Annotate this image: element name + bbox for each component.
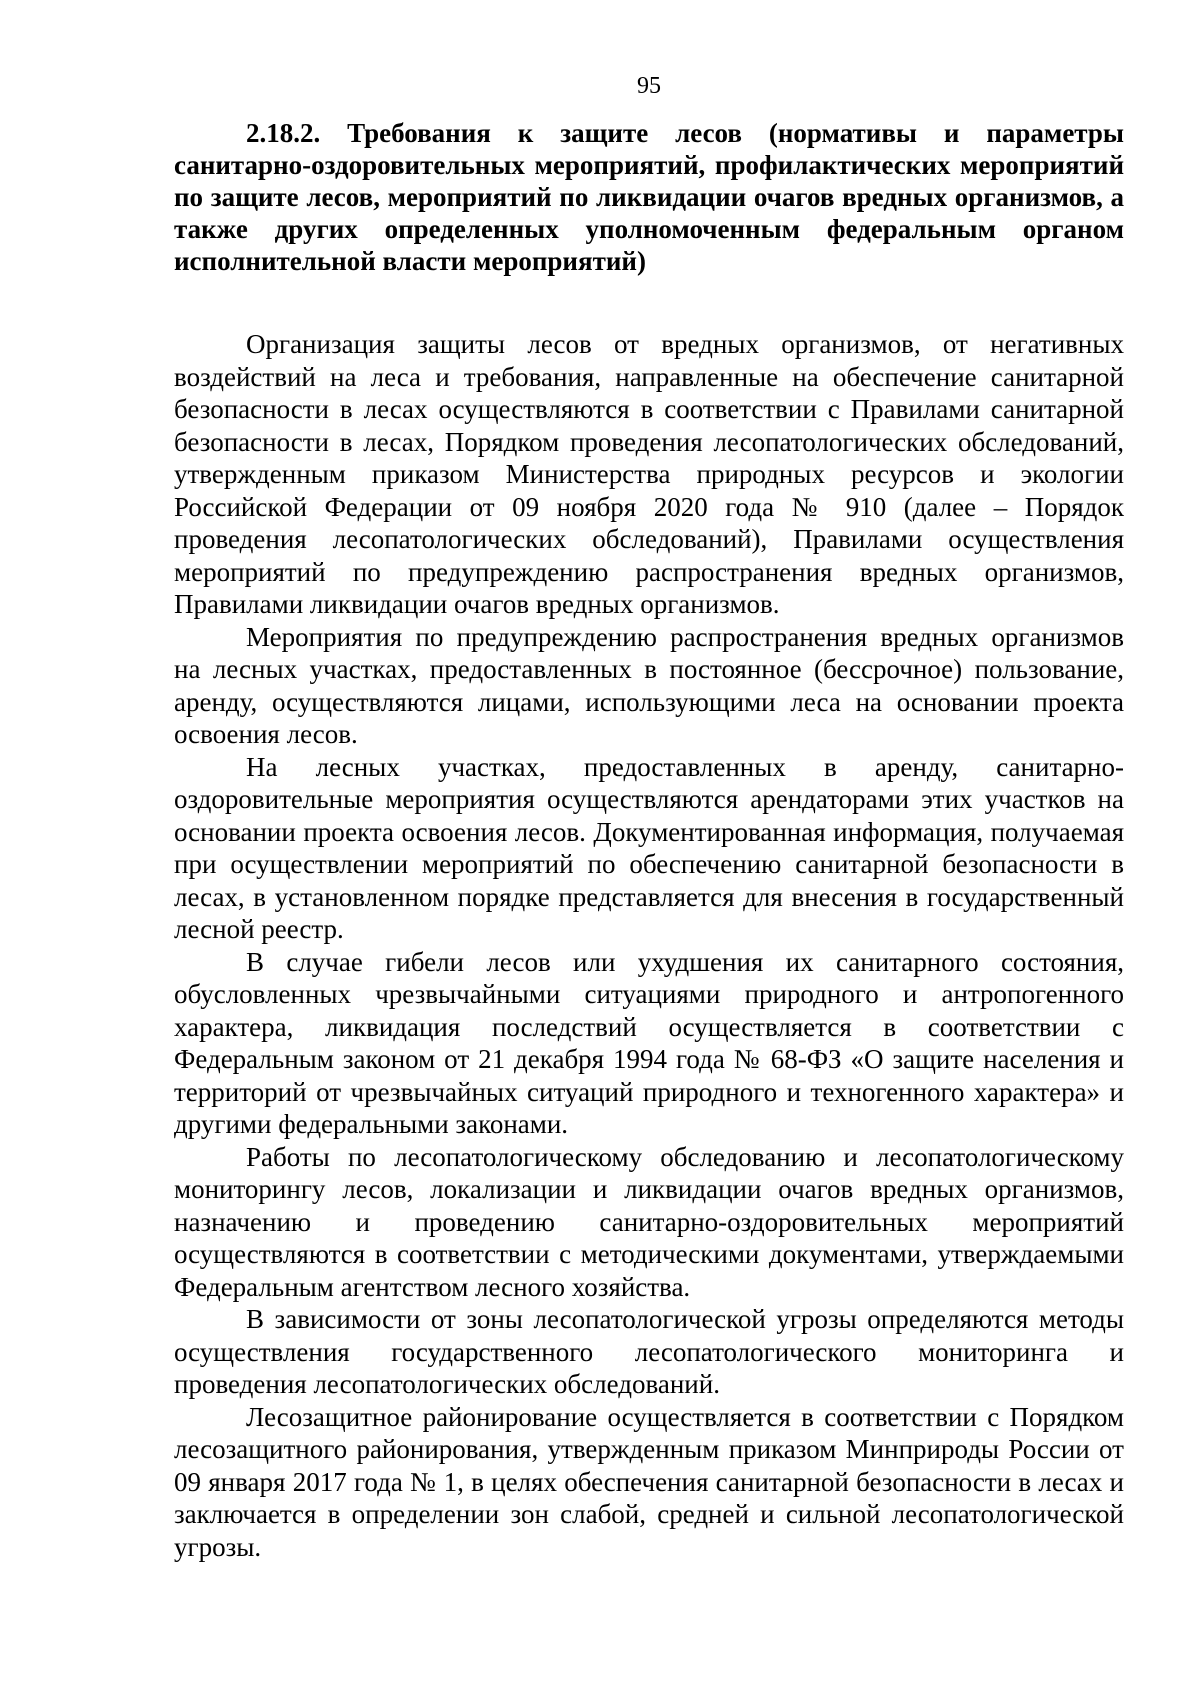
body-paragraph: Организация защиты лесов от вредных организмов, от негативных воздействий на леса и требования, направленные на обеспечение санитарной безопасности в лесах осуществляются в соответствии с Правилами санитарной безопасности в лесах, Порядком проведения лесопатологических обследований, утвержденным приказом Министерства природных ресурсов и экологии Российской Федерации от 09 ноября 2020 года № 910 (далее – Порядок проведения лесопатологических обследований), Правилами осуществления мероприятий по предупреждению распространения вредных организмов, Правилами ликвидации очагов вредных организмов. bbox=[174, 329, 1124, 619]
section-heading: 2.18.2. Требования к защите лесов (нормативы и параметры санитарно-оздоровительных мероприятий, профилактических мероприятий по защите лесов, мероприятий по ликвидации очагов вредных организмов, а также других определенных уполномоченным федеральным органом исполнительной власти мероприятий) bbox=[174, 118, 1124, 276]
body-paragraph: Мероприятия по предупреждению распространения вредных организмов на лесных участках, предоставленных в постоянное (бессрочное) пользование, аренду, осуществляются лицами, использующими леса на основании проекта освоения лесов. bbox=[174, 621, 1124, 749]
body-paragraph: На лесных участках, предоставленных в аренду, санитарно-оздоровительные мероприятия осуществляются арендаторами этих участков на основании проекта освоения лесов. Документированная информация, получаемая при осуществлении мероприятий по обеспечению санитарной безопасности в лесах, в установленном порядке представляется для внесения в государственный лесной реестр. bbox=[174, 751, 1124, 944]
body-paragraph: Работы по лесопатологическому обследованию и лесопатологическому мониторингу лесов, локализации и ликвидации очагов вредных организмов, назначению и проведению санитарно-оздоровительных мероприятий осуществляются в соответствии с методическими документами, утверждаемыми Федеральным агентством лесного хозяйства. bbox=[174, 1141, 1124, 1302]
body-paragraph: Лесозащитное районирование осуществляется в соответствии с Порядком лесозащитного районирования, утвержденным приказом Минприроды России от 09 января 2017 года № 1, в целях обеспечения санитарной безопасности в лесах и заключается в определении зон слабой, средней и сильной лесопатологической угрозы. bbox=[174, 1401, 1124, 1562]
page-number: 95 bbox=[637, 73, 661, 99]
body-paragraph: В зависимости от зоны лесопатологической угрозы определяются методы осуществления государственного лесопатологического мониторинга и проведения лесопатологических обследований. bbox=[174, 1304, 1124, 1399]
body-paragraph: В случае гибели лесов или ухудшения их санитарного состояния, обусловленных чрезвычайными ситуациями природного и антропогенного характера, ликвидация последствий осуществляется в соответствии с Федеральным законом от 21 декабря 1994 года № 68-ФЗ «О защите населения и территорий от чрезвычайных ситуаций природного и техногенного характера» и другими федеральными законами. bbox=[174, 946, 1124, 1139]
document-body bbox=[174, 328, 1124, 1563]
